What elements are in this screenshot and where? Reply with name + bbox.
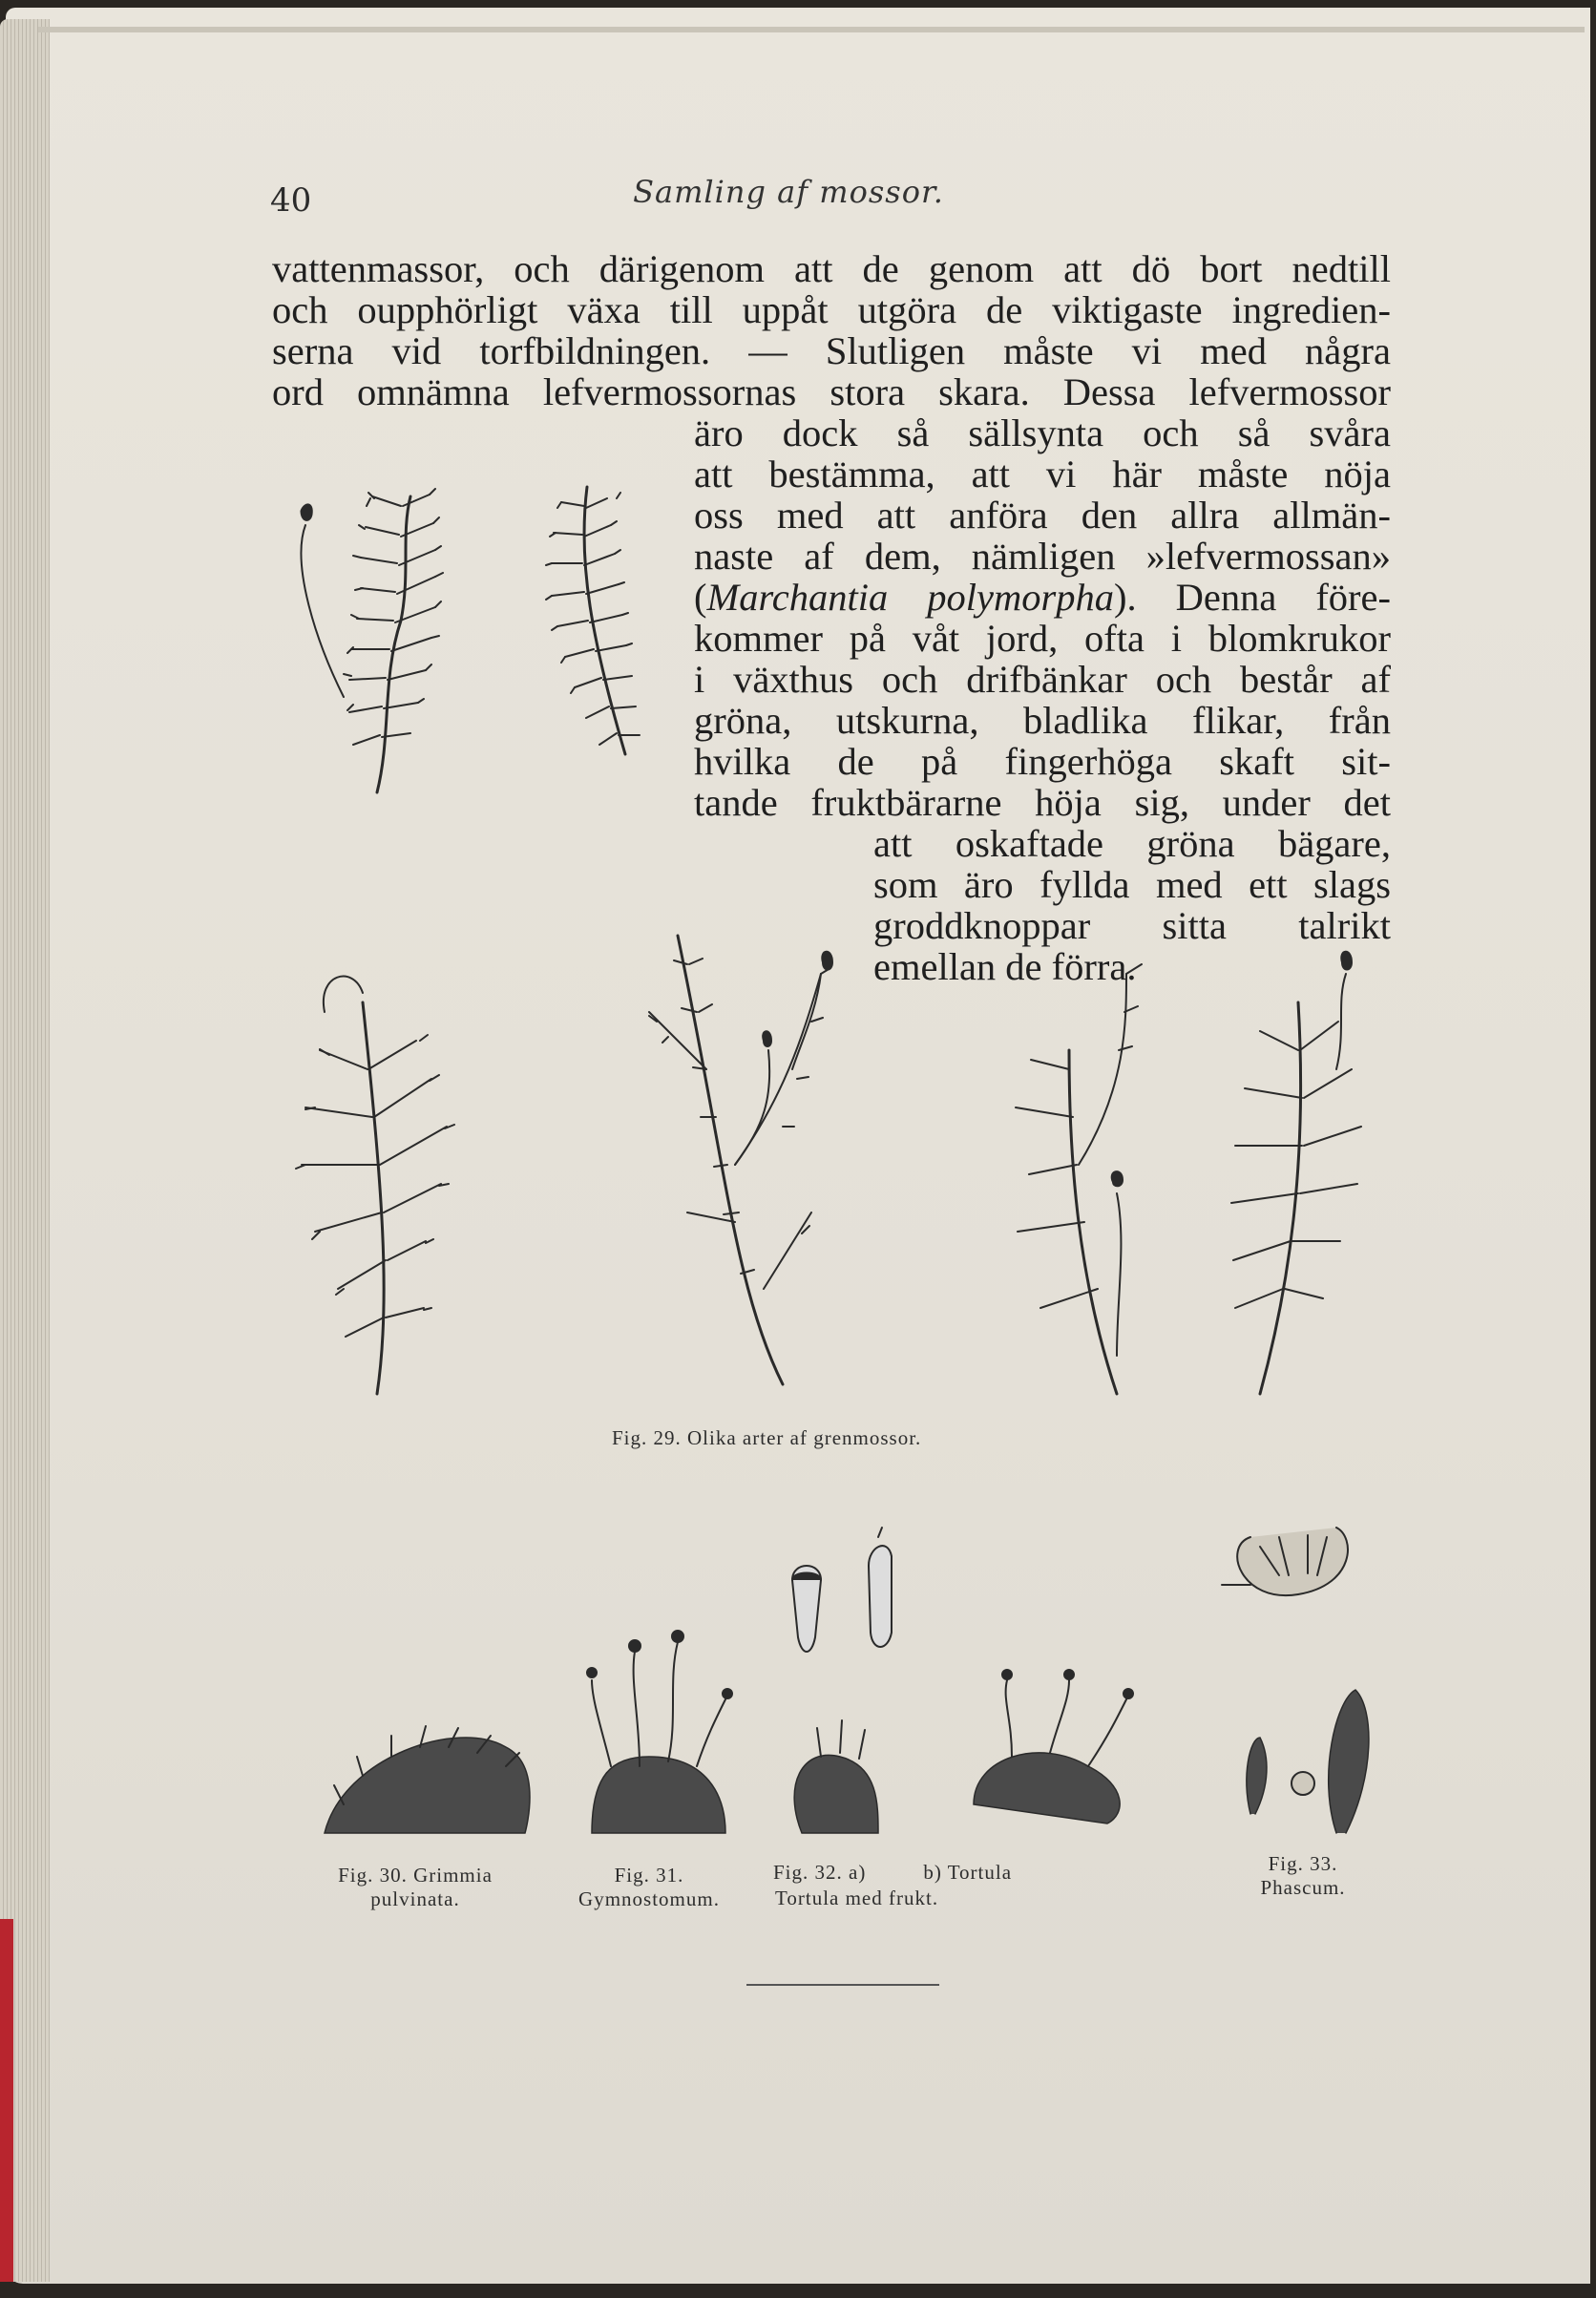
body-line: kommer på våt jord, ofta i blomkrukor bbox=[694, 617, 1391, 660]
caption-fig-32-line2: Tortula med frukt. bbox=[775, 1887, 939, 1909]
caption-fig-32-b: b) Tortula bbox=[923, 1861, 1013, 1884]
body-line: som äro fyllda med ett slags bbox=[873, 863, 1391, 906]
body-line: serna vid torfbildningen. — Slutligen måste vi med några bbox=[272, 329, 1391, 372]
body-line: vattenmassor, och därigenom att de genom att dö bort nedtill bbox=[272, 247, 1391, 290]
body-line: ord omnämna lefvermossornas stora skara. Dessa lefvermossor bbox=[272, 370, 1391, 413]
cushion-moss-illustrations bbox=[305, 1528, 1394, 1843]
red-cover-edge bbox=[0, 1919, 13, 2282]
body-line: att bestämma, att vi här måste nöja bbox=[694, 453, 1391, 495]
caption-fig-31 bbox=[554, 1864, 745, 1911]
body-line: hvilka de på fingerhöga skaft sit- bbox=[694, 740, 1391, 783]
page-number: 40 bbox=[270, 181, 312, 220]
caption-fig-32-line1 bbox=[773, 1861, 1012, 1885]
body-line: oss med att anföra den allra allmän- bbox=[694, 494, 1391, 537]
caption-fig-31-line1: Fig. 31. bbox=[614, 1864, 684, 1887]
caption-fig-29: Fig. 29. Olika arter af grenmossor. bbox=[612, 1426, 922, 1449]
caption-fig-33-line2: Phascum. bbox=[1260, 1876, 1346, 1899]
body-line: att oskaftade gröna bägare, bbox=[873, 822, 1391, 865]
body-line: groddknoppar sitta talrikt bbox=[873, 904, 1391, 947]
body-line: gröna, utskurna, bladlika flikar, från bbox=[694, 699, 1391, 742]
body-line: i växthus och drifbänkar och består af bbox=[694, 658, 1391, 701]
body-line: tande fruktbärarne höja sig, under det bbox=[694, 781, 1391, 824]
caption-fig-30-line1: Fig. 30. Grimmia bbox=[338, 1864, 493, 1887]
caption-fig-33-line1: Fig. 33. bbox=[1268, 1852, 1338, 1875]
caption-fig-30-line2: pulvinata. bbox=[370, 1887, 460, 1910]
end-rule bbox=[746, 1984, 939, 1986]
caption-fig-32-a: Fig. 32. a) bbox=[773, 1861, 867, 1884]
branched-moss-illustrations bbox=[286, 878, 1394, 1413]
body-line-species: (Marchantia polymorpha). Denna före- bbox=[694, 576, 1392, 619]
body-line: och oupphörligt växa till uppåt utgöra de viktigaste ingredien- bbox=[272, 288, 1391, 331]
running-title: Samling af mossor. bbox=[633, 174, 944, 210]
body-line: äro dock så sällsynta och så svåra bbox=[694, 411, 1391, 454]
body-line: naste af dem, nämligen »lefvermossan» bbox=[694, 535, 1391, 578]
body-line: emellan de förra. bbox=[873, 945, 1137, 988]
top-edge-shadow bbox=[38, 27, 1585, 32]
caption-fig-33 bbox=[1231, 1852, 1375, 1900]
feather-moss-illustration-left bbox=[286, 449, 668, 812]
species-name: Marchantia polymorpha bbox=[706, 576, 1114, 619]
caption-fig-30 bbox=[301, 1864, 530, 1911]
caption-fig-31-line2: Gymnostomum. bbox=[578, 1887, 720, 1910]
